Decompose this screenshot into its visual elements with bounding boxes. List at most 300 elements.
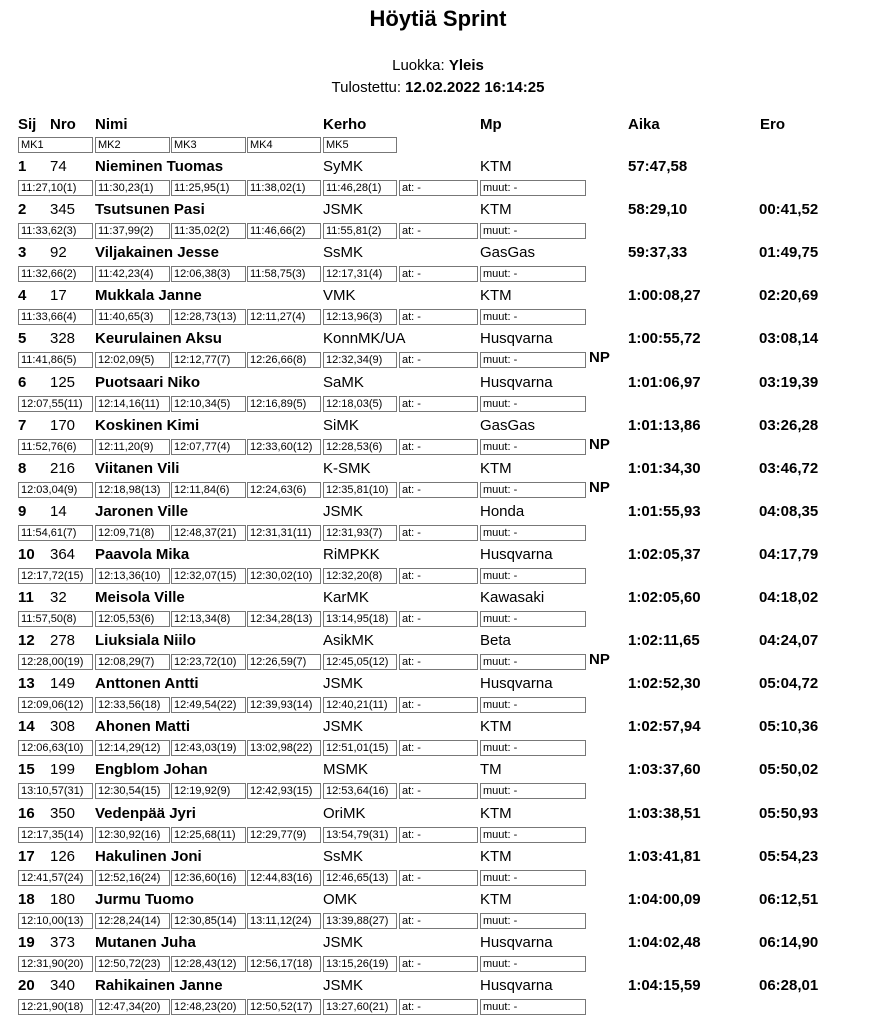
header-mk2: MK2 bbox=[95, 137, 170, 153]
row-mk5: 11:55,81(2) bbox=[323, 223, 397, 239]
row-mk1: 12:09,06(12) bbox=[18, 697, 93, 713]
row-club: JSMK bbox=[323, 201, 364, 218]
row-muut: muut: - bbox=[480, 783, 586, 799]
row-mk3: 12:28,73(13) bbox=[171, 309, 246, 325]
row-at: at: - bbox=[399, 266, 478, 282]
row-at: at: - bbox=[399, 999, 478, 1015]
row-mk2: 12:14,16(11) bbox=[95, 396, 170, 412]
row-name: Rahikainen Janne bbox=[95, 977, 223, 994]
row-rank: 15 bbox=[18, 761, 35, 778]
row-muut: muut: - bbox=[480, 309, 586, 325]
row-name: Puotsaari Niko bbox=[95, 374, 201, 391]
row-name: Engblom Johan bbox=[95, 761, 208, 778]
row-mk3: 12:25,68(11) bbox=[171, 827, 246, 843]
row-club: OriMK bbox=[323, 805, 366, 822]
row-rank: 12 bbox=[18, 632, 35, 649]
row-mk5: 13:27,60(21) bbox=[323, 999, 397, 1015]
row-diff: 05:10,36 bbox=[759, 718, 819, 735]
row-name: Nieminen Tuomas bbox=[95, 158, 224, 175]
row-diff: 05:54,23 bbox=[759, 848, 819, 865]
row-time: 59:37,33 bbox=[628, 244, 688, 261]
row-number: 345 bbox=[50, 201, 76, 218]
row-mk5: 12:18,03(5) bbox=[323, 396, 397, 412]
row-mk2: 12:09,71(8) bbox=[95, 525, 170, 541]
row-muut: muut: - bbox=[480, 956, 586, 972]
row-muut: muut: - bbox=[480, 525, 586, 541]
row-time: 1:01:34,30 bbox=[628, 460, 701, 477]
row-rank: 17 bbox=[18, 848, 35, 865]
row-mk3: 12:48,23(20) bbox=[171, 999, 246, 1015]
row-club: SaMK bbox=[323, 374, 364, 391]
row-at: at: - bbox=[399, 697, 478, 713]
row-club: SiMK bbox=[323, 417, 359, 434]
row-mk1: 11:54,61(7) bbox=[18, 525, 93, 541]
row-muut: muut: - bbox=[480, 827, 586, 843]
row-time: 1:01:06,97 bbox=[628, 374, 701, 391]
row-club: K-SMK bbox=[323, 460, 371, 477]
row-muut: muut: - bbox=[480, 913, 586, 929]
row-name: Keurulainen Aksu bbox=[95, 330, 222, 347]
row-at: at: - bbox=[399, 396, 478, 412]
row-bike: Husqvarna bbox=[480, 675, 553, 692]
row-diff: 02:20,69 bbox=[759, 287, 819, 304]
row-rank: 2 bbox=[18, 201, 27, 218]
row-at: at: - bbox=[399, 611, 478, 627]
row-number: 74 bbox=[50, 158, 67, 175]
row-diff: 00:41,52 bbox=[759, 201, 819, 218]
row-muut: muut: - bbox=[480, 568, 586, 584]
row-muut: muut: - bbox=[480, 697, 586, 713]
row-number: 350 bbox=[50, 805, 76, 822]
row-club: SsMK bbox=[323, 848, 364, 865]
row-rank: 18 bbox=[18, 891, 35, 908]
header-mk3: MK3 bbox=[171, 137, 246, 153]
row-mk4: 13:11,12(24) bbox=[247, 913, 321, 929]
row-number: 340 bbox=[50, 977, 76, 994]
row-bike: Beta bbox=[480, 632, 511, 649]
row-mk5: 13:39,88(27) bbox=[323, 913, 397, 929]
row-number: 364 bbox=[50, 546, 76, 563]
row-muut: muut: - bbox=[480, 611, 586, 627]
row-number: 14 bbox=[50, 503, 67, 520]
row-time: 1:03:38,51 bbox=[628, 805, 701, 822]
row-club: KonnMK/UA bbox=[323, 330, 406, 347]
row-number: 170 bbox=[50, 417, 76, 434]
row-time: 57:47,58 bbox=[628, 158, 688, 175]
row-mk3: 12:48,37(21) bbox=[171, 525, 246, 541]
row-mk4: 12:34,28(13) bbox=[247, 611, 321, 627]
header-nro: Nro bbox=[50, 116, 76, 133]
row-at: at: - bbox=[399, 482, 478, 498]
row-name: Paavola Mika bbox=[95, 546, 190, 563]
row-mk1: 12:21,90(18) bbox=[18, 999, 93, 1015]
row-mk2: 12:50,72(23) bbox=[95, 956, 170, 972]
row-mk1: 13:10,57(31) bbox=[18, 783, 93, 799]
row-mk4: 12:11,27(4) bbox=[247, 309, 321, 325]
row-diff: 04:18,02 bbox=[759, 589, 819, 606]
row-mk1: 11:33,62(3) bbox=[18, 223, 93, 239]
row-club: AsikMK bbox=[323, 632, 374, 649]
row-mk5: 12:17,31(4) bbox=[323, 266, 397, 282]
row-time: 1:01:13,86 bbox=[628, 417, 701, 434]
row-number: 149 bbox=[50, 675, 76, 692]
row-mk5: 12:45,05(12) bbox=[323, 654, 397, 670]
row-muut: muut: - bbox=[480, 439, 586, 455]
row-mk2: 12:11,20(9) bbox=[95, 439, 170, 455]
row-mk4: 12:31,31(11) bbox=[247, 525, 321, 541]
row-bike: GasGas bbox=[480, 417, 536, 434]
row-mk3: 12:06,38(3) bbox=[171, 266, 246, 282]
row-club: JSMK bbox=[323, 503, 364, 520]
row-mk1: 12:06,63(10) bbox=[18, 740, 93, 756]
printed-line bbox=[0, 79, 876, 96]
row-time: 1:02:11,65 bbox=[628, 632, 700, 649]
row-mk3: 12:07,77(4) bbox=[171, 439, 246, 455]
row-bike: Husqvarna bbox=[480, 934, 553, 951]
row-club: JSMK bbox=[323, 934, 364, 951]
row-muut: muut: - bbox=[480, 266, 586, 282]
row-at: at: - bbox=[399, 913, 478, 929]
row-at: at: - bbox=[399, 740, 478, 756]
row-club: OMK bbox=[323, 891, 358, 908]
row-number: 216 bbox=[50, 460, 76, 477]
row-bike: KTM bbox=[480, 158, 512, 175]
row-mk4: 12:50,52(17) bbox=[247, 999, 321, 1015]
row-number: 17 bbox=[50, 287, 67, 304]
header-kerho: Kerho bbox=[323, 116, 367, 133]
row-diff: 04:08,35 bbox=[759, 503, 819, 520]
header-ero: Ero bbox=[760, 116, 786, 133]
row-number: 278 bbox=[50, 632, 76, 649]
row-muut: muut: - bbox=[480, 482, 586, 498]
row-bike: KTM bbox=[480, 891, 512, 908]
row-mk1: 11:33,66(4) bbox=[18, 309, 93, 325]
row-diff: 05:50,93 bbox=[759, 805, 819, 822]
row-muut: muut: - bbox=[480, 180, 586, 196]
row-at: at: - bbox=[399, 223, 478, 239]
row-bike: GasGas bbox=[480, 244, 536, 261]
row-name: Tsutsunen Pasi bbox=[95, 201, 205, 218]
row-time: 1:04:02,48 bbox=[628, 934, 701, 951]
row-mk1: 11:57,50(8) bbox=[18, 611, 93, 627]
row-name: Hakulinen Joni bbox=[95, 848, 202, 865]
row-diff: 01:49,75 bbox=[759, 244, 819, 261]
row-mk4: 11:46,66(2) bbox=[247, 223, 321, 239]
row-time: 1:01:55,93 bbox=[628, 503, 701, 520]
row-mk2: 12:30,54(15) bbox=[95, 783, 170, 799]
row-mk3: 12:32,07(15) bbox=[171, 568, 246, 584]
row-name: Viitanen Vili bbox=[95, 460, 180, 477]
row-club: VMK bbox=[323, 287, 356, 304]
row-name: Mutanen Juha bbox=[95, 934, 196, 951]
row-rank: 1 bbox=[18, 158, 27, 175]
row-mk2: 12:47,34(20) bbox=[95, 999, 170, 1015]
row-mk4: 12:29,77(9) bbox=[247, 827, 321, 843]
row-rank: 5 bbox=[18, 330, 27, 347]
row-mk2: 12:08,29(7) bbox=[95, 654, 170, 670]
row-at: at: - bbox=[399, 352, 478, 368]
row-time: 1:00:08,27 bbox=[628, 287, 701, 304]
row-at: at: - bbox=[399, 439, 478, 455]
row-mk2: 12:05,53(6) bbox=[95, 611, 170, 627]
row-number: 199 bbox=[50, 761, 76, 778]
row-mk4: 12:16,89(5) bbox=[247, 396, 321, 412]
row-at: at: - bbox=[399, 654, 478, 670]
row-club: RiMPKK bbox=[323, 546, 380, 563]
row-name: Vedenpää Jyri bbox=[95, 805, 196, 822]
row-diff: 04:24,07 bbox=[759, 632, 819, 649]
row-mk4: 11:58,75(3) bbox=[247, 266, 321, 282]
row-mk5: 12:35,81(10) bbox=[323, 482, 397, 498]
row-mk5: 12:31,93(7) bbox=[323, 525, 397, 541]
row-mk3: 11:35,02(2) bbox=[171, 223, 246, 239]
row-mk2: 12:14,29(12) bbox=[95, 740, 170, 756]
row-np-flag: NP bbox=[589, 479, 610, 496]
row-mk5: 12:53,64(16) bbox=[323, 783, 397, 799]
header-mk4: MK4 bbox=[247, 137, 321, 153]
row-rank: 20 bbox=[18, 977, 35, 994]
row-muut: muut: - bbox=[480, 740, 586, 756]
row-number: 373 bbox=[50, 934, 76, 951]
row-bike: KTM bbox=[480, 718, 512, 735]
row-diff: 03:08,14 bbox=[759, 330, 819, 347]
row-time: 1:04:00,09 bbox=[628, 891, 701, 908]
row-mk2: 11:30,23(1) bbox=[95, 180, 170, 196]
row-mk3: 12:23,72(10) bbox=[171, 654, 246, 670]
row-time: 58:29,10 bbox=[628, 201, 688, 218]
row-rank: 11 bbox=[18, 589, 34, 606]
row-mk3: 12:28,43(12) bbox=[171, 956, 246, 972]
row-club: SyMK bbox=[323, 158, 364, 175]
row-rank: 9 bbox=[18, 503, 27, 520]
row-mk2: 12:52,16(24) bbox=[95, 870, 170, 886]
row-diff: 03:46,72 bbox=[759, 460, 819, 477]
row-at: at: - bbox=[399, 525, 478, 541]
row-rank: 3 bbox=[18, 244, 27, 261]
printed-value: 12.02.2022 16:14:25 bbox=[405, 79, 545, 96]
row-rank: 6 bbox=[18, 374, 27, 391]
row-mk5: 12:40,21(11) bbox=[323, 697, 397, 713]
row-bike: Husqvarna bbox=[480, 546, 553, 563]
row-number: 180 bbox=[50, 891, 76, 908]
row-at: at: - bbox=[399, 870, 478, 886]
row-bike: KTM bbox=[480, 287, 512, 304]
row-mk5: 12:28,53(6) bbox=[323, 439, 397, 455]
row-name: Viljakainen Jesse bbox=[95, 244, 219, 261]
row-time: 1:02:05,37 bbox=[628, 546, 701, 563]
row-muut: muut: - bbox=[480, 870, 586, 886]
row-bike: KTM bbox=[480, 848, 512, 865]
row-time: 1:00:55,72 bbox=[628, 330, 701, 347]
row-mk4: 12:26,66(8) bbox=[247, 352, 321, 368]
row-bike: TM bbox=[480, 761, 502, 778]
row-mk4: 13:02,98(22) bbox=[247, 740, 321, 756]
row-mk1: 12:10,00(13) bbox=[18, 913, 93, 929]
row-mk1: 12:28,00(19) bbox=[18, 654, 93, 670]
row-rank: 13 bbox=[18, 675, 35, 692]
row-number: 308 bbox=[50, 718, 76, 735]
row-mk3: 12:10,34(5) bbox=[171, 396, 246, 412]
row-number: 126 bbox=[50, 848, 76, 865]
row-mk2: 12:33,56(18) bbox=[95, 697, 170, 713]
row-mk2: 11:40,65(3) bbox=[95, 309, 170, 325]
row-mk1: 11:52,76(6) bbox=[18, 439, 93, 455]
row-mk5: 11:46,28(1) bbox=[323, 180, 397, 196]
row-mk3: 12:12,77(7) bbox=[171, 352, 246, 368]
row-np-flag: NP bbox=[589, 349, 610, 366]
row-mk4: 12:44,83(16) bbox=[247, 870, 321, 886]
row-rank: 16 bbox=[18, 805, 35, 822]
row-mk4: 12:42,93(15) bbox=[247, 783, 321, 799]
row-club: JSMK bbox=[323, 675, 364, 692]
row-mk3: 12:49,54(22) bbox=[171, 697, 246, 713]
row-mk3: 12:19,92(9) bbox=[171, 783, 246, 799]
row-bike: KTM bbox=[480, 201, 512, 218]
row-at: at: - bbox=[399, 827, 478, 843]
row-at: at: - bbox=[399, 309, 478, 325]
row-mk3: 12:13,34(8) bbox=[171, 611, 246, 627]
header-mk1: MK1 bbox=[18, 137, 93, 153]
row-diff: 04:17,79 bbox=[759, 546, 819, 563]
class-label: Luokka: bbox=[392, 57, 445, 74]
row-mk4: 12:26,59(7) bbox=[247, 654, 321, 670]
row-name: Ahonen Matti bbox=[95, 718, 190, 735]
class-line bbox=[0, 57, 876, 74]
header-mk5: MK5 bbox=[323, 137, 397, 153]
row-rank: 14 bbox=[18, 718, 35, 735]
row-club: JSMK bbox=[323, 977, 364, 994]
row-bike: Honda bbox=[480, 503, 525, 520]
row-time: 1:02:57,94 bbox=[628, 718, 701, 735]
row-mk1: 12:03,04(9) bbox=[18, 482, 93, 498]
row-name: Liuksiala Niilo bbox=[95, 632, 196, 649]
row-bike: KTM bbox=[480, 460, 512, 477]
row-club: MSMK bbox=[323, 761, 368, 778]
row-diff: 05:04,72 bbox=[759, 675, 819, 692]
row-time: 1:03:37,60 bbox=[628, 761, 701, 778]
row-at: at: - bbox=[399, 568, 478, 584]
row-mk1: 12:07,55(11) bbox=[18, 396, 93, 412]
row-club: JSMK bbox=[323, 718, 364, 735]
row-np-flag: NP bbox=[589, 436, 610, 453]
row-mk2: 12:13,36(10) bbox=[95, 568, 170, 584]
row-mk2: 12:02,09(5) bbox=[95, 352, 170, 368]
row-mk5: 12:32,20(8) bbox=[323, 568, 397, 584]
row-mk3: 12:36,60(16) bbox=[171, 870, 246, 886]
row-name: Jaronen Ville bbox=[95, 503, 189, 520]
row-diff: 03:19,39 bbox=[759, 374, 819, 391]
row-time: 1:03:41,81 bbox=[628, 848, 701, 865]
row-mk4: 12:56,17(18) bbox=[247, 956, 321, 972]
page-title: Höytiä Sprint bbox=[369, 6, 507, 31]
row-at: at: - bbox=[399, 956, 478, 972]
row-mk5: 12:13,96(3) bbox=[323, 309, 397, 325]
row-name: Koskinen Kimi bbox=[95, 417, 200, 434]
row-mk1: 12:41,57(24) bbox=[18, 870, 93, 886]
row-muut: muut: - bbox=[480, 396, 586, 412]
row-diff: 03:26,28 bbox=[759, 417, 819, 434]
row-time: 1:02:52,30 bbox=[628, 675, 701, 692]
class-value: Yleis bbox=[448, 57, 484, 74]
row-mk2: 11:37,99(2) bbox=[95, 223, 170, 239]
row-number: 92 bbox=[50, 244, 67, 261]
row-mk4: 11:38,02(1) bbox=[247, 180, 321, 196]
row-club: SsMK bbox=[323, 244, 364, 261]
header-nimi: Nimi bbox=[95, 116, 128, 133]
row-rank: 7 bbox=[18, 417, 27, 434]
row-bike: KTM bbox=[480, 805, 512, 822]
printed-label: Tulostettu: bbox=[331, 79, 401, 96]
row-mk4: 12:30,02(10) bbox=[247, 568, 321, 584]
row-bike: Husqvarna bbox=[480, 330, 553, 347]
row-rank: 8 bbox=[18, 460, 27, 477]
row-muut: muut: - bbox=[480, 999, 586, 1015]
row-mk4: 12:33,60(12) bbox=[247, 439, 321, 455]
row-diff: 06:14,90 bbox=[759, 934, 819, 951]
row-number: 125 bbox=[50, 374, 76, 391]
row-mk2: 12:18,98(13) bbox=[95, 482, 170, 498]
row-mk5: 12:32,34(9) bbox=[323, 352, 397, 368]
row-mk2: 12:30,92(16) bbox=[95, 827, 170, 843]
row-mk5: 12:51,01(15) bbox=[323, 740, 397, 756]
header-sij: Sij bbox=[18, 116, 37, 133]
row-mk2: 11:42,23(4) bbox=[95, 266, 170, 282]
row-mk4: 12:24,63(6) bbox=[247, 482, 321, 498]
row-number: 32 bbox=[50, 589, 67, 606]
row-rank: 10 bbox=[18, 546, 35, 563]
row-mk1: 11:41,86(5) bbox=[18, 352, 93, 368]
row-mk3: 12:43,03(19) bbox=[171, 740, 246, 756]
row-muut: muut: - bbox=[480, 352, 586, 368]
row-mk3: 11:25,95(1) bbox=[171, 180, 246, 196]
row-mk5: 13:14,95(18) bbox=[323, 611, 397, 627]
row-diff: 06:12,51 bbox=[759, 891, 819, 908]
row-mk1: 12:17,35(14) bbox=[18, 827, 93, 843]
row-club: KarMK bbox=[323, 589, 369, 606]
row-mk4: 12:39,93(14) bbox=[247, 697, 321, 713]
row-bike: Husqvarna bbox=[480, 374, 553, 391]
row-diff: 05:50,02 bbox=[759, 761, 819, 778]
header-mp: Mp bbox=[480, 116, 502, 133]
row-mk2: 12:28,24(14) bbox=[95, 913, 170, 929]
row-time: 1:02:05,60 bbox=[628, 589, 701, 606]
row-name: Meisola Ville bbox=[95, 589, 185, 606]
row-diff: 06:28,01 bbox=[759, 977, 819, 994]
row-at: at: - bbox=[399, 783, 478, 799]
row-mk1: 12:17,72(15) bbox=[18, 568, 93, 584]
row-mk5: 13:54,79(31) bbox=[323, 827, 397, 843]
row-number: 328 bbox=[50, 330, 76, 347]
row-name: Jurmu Tuomo bbox=[95, 891, 194, 908]
row-at: at: - bbox=[399, 180, 478, 196]
row-mk1: 11:32,66(2) bbox=[18, 266, 93, 282]
row-rank: 19 bbox=[18, 934, 35, 951]
row-name: Anttonen Antti bbox=[95, 675, 199, 692]
row-mk1: 12:31,90(20) bbox=[18, 956, 93, 972]
row-mk3: 12:30,85(14) bbox=[171, 913, 246, 929]
row-muut: muut: - bbox=[480, 654, 586, 670]
row-bike: Husqvarna bbox=[480, 977, 553, 994]
row-muut: muut: - bbox=[480, 223, 586, 239]
row-bike: Kawasaki bbox=[480, 589, 545, 606]
row-np-flag: NP bbox=[589, 651, 610, 668]
row-mk3: 12:11,84(6) bbox=[171, 482, 246, 498]
row-mk5: 13:15,26(19) bbox=[323, 956, 397, 972]
row-rank: 4 bbox=[18, 287, 27, 304]
row-name: Mukkala Janne bbox=[95, 287, 202, 304]
row-time: 1:04:15,59 bbox=[628, 977, 701, 994]
row-mk5: 12:46,65(13) bbox=[323, 870, 397, 886]
